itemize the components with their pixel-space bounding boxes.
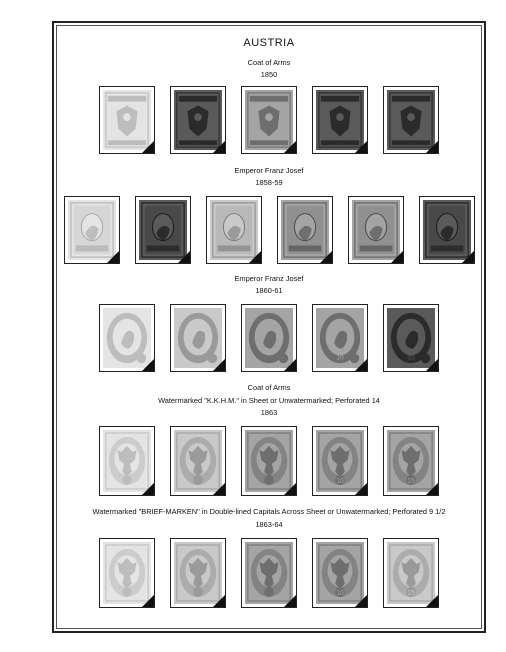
stamp-mount-s2-5 xyxy=(348,196,404,264)
stamp-mount-s4-4 xyxy=(312,426,368,496)
stamp-mount-s3-4 xyxy=(312,304,368,372)
section-5-description: Watermarked "BRIEF-MARKEN" in Double-lined Capitals Across Sheet or Unwatermarked; Perforated 9 1/2 xyxy=(92,507,446,516)
svg-text:10: 10 xyxy=(336,477,344,486)
country-title: AUSTRIA xyxy=(243,37,295,49)
mount-corner-icon xyxy=(284,359,296,371)
svg-text:15: 15 xyxy=(407,354,415,362)
stamp-mount-s2-6 xyxy=(419,196,475,264)
mount-corner-icon xyxy=(142,483,154,495)
section-4-year: 1863 xyxy=(260,408,278,417)
mount-corner-icon xyxy=(426,483,438,495)
section-1-year: 1850 xyxy=(260,70,278,79)
mount-corner-icon xyxy=(355,595,367,607)
stamp-mount-s3-1 xyxy=(99,304,155,372)
svg-text:10: 10 xyxy=(336,354,344,362)
svg-text:15: 15 xyxy=(407,477,415,486)
stamp-mount-s1-5 xyxy=(383,86,439,154)
mount-corner-icon xyxy=(355,141,367,153)
stamp-mount-s1-3 xyxy=(241,86,297,154)
mount-corner-icon xyxy=(462,251,474,263)
section-3-year: 1860-61 xyxy=(255,286,283,295)
section-2-subtitle: Emperor Franz Josef xyxy=(234,166,304,175)
stamp-mount-s4-1 xyxy=(99,426,155,496)
mount-corner-icon xyxy=(391,251,403,263)
stamp-mount-s2-3 xyxy=(206,196,262,264)
section-4-description: Watermarked "K.K.H.M." in Sheet or Unwatermarked; Perforated 14 xyxy=(158,396,380,405)
stamp-mount-s3-5 xyxy=(383,304,439,372)
stamp-mount-s4-3 xyxy=(241,426,297,496)
section-2-year: 1858-59 xyxy=(255,178,283,187)
stamp-mount-s4-2 xyxy=(170,426,226,496)
stamp-mount-s1-1 xyxy=(99,86,155,154)
stamp-mount-s5-3 xyxy=(241,538,297,608)
mount-corner-icon xyxy=(284,595,296,607)
mount-corner-icon xyxy=(142,595,154,607)
section-4-subtitle: Coat of Arms xyxy=(247,383,291,392)
mount-corner-icon xyxy=(142,141,154,153)
stamp-mount-s2-1 xyxy=(64,196,120,264)
stamp-mount-s3-3 xyxy=(241,304,297,372)
stamp-mount-s2-2 xyxy=(135,196,191,264)
mount-corner-icon xyxy=(213,483,225,495)
mount-corner-icon xyxy=(426,141,438,153)
stamp-mount-s4-5 xyxy=(383,426,439,496)
stamp-mount-s5-5 xyxy=(383,538,439,608)
mount-corner-icon xyxy=(284,141,296,153)
mount-corner-icon xyxy=(355,483,367,495)
mount-corner-icon xyxy=(284,483,296,495)
mount-corner-icon xyxy=(320,251,332,263)
mount-corner-icon xyxy=(249,251,261,263)
stamp-mount-s5-4 xyxy=(312,538,368,608)
section-1-subtitle: Coat of Arms xyxy=(247,58,291,67)
mount-corner-icon xyxy=(213,359,225,371)
mount-corner-icon xyxy=(426,359,438,371)
svg-text:10: 10 xyxy=(336,589,344,598)
section-3-subtitle: Emperor Franz Josef xyxy=(234,274,304,283)
stamp-mount-s1-4 xyxy=(312,86,368,154)
section-5-year: 1863-64 xyxy=(255,520,283,529)
stamp-mount-s1-2 xyxy=(170,86,226,154)
stamp-mount-s3-2 xyxy=(170,304,226,372)
svg-text:15: 15 xyxy=(407,589,415,598)
stamp-mount-s5-1 xyxy=(99,538,155,608)
stamp-mount-s5-2 xyxy=(170,538,226,608)
mount-corner-icon xyxy=(178,251,190,263)
mount-corner-icon xyxy=(107,251,119,263)
mount-corner-icon xyxy=(355,359,367,371)
mount-corner-icon xyxy=(213,595,225,607)
mount-corner-icon xyxy=(426,595,438,607)
mount-corner-icon xyxy=(213,141,225,153)
mount-corner-icon xyxy=(142,359,154,371)
stamp-mount-s2-4 xyxy=(277,196,333,264)
